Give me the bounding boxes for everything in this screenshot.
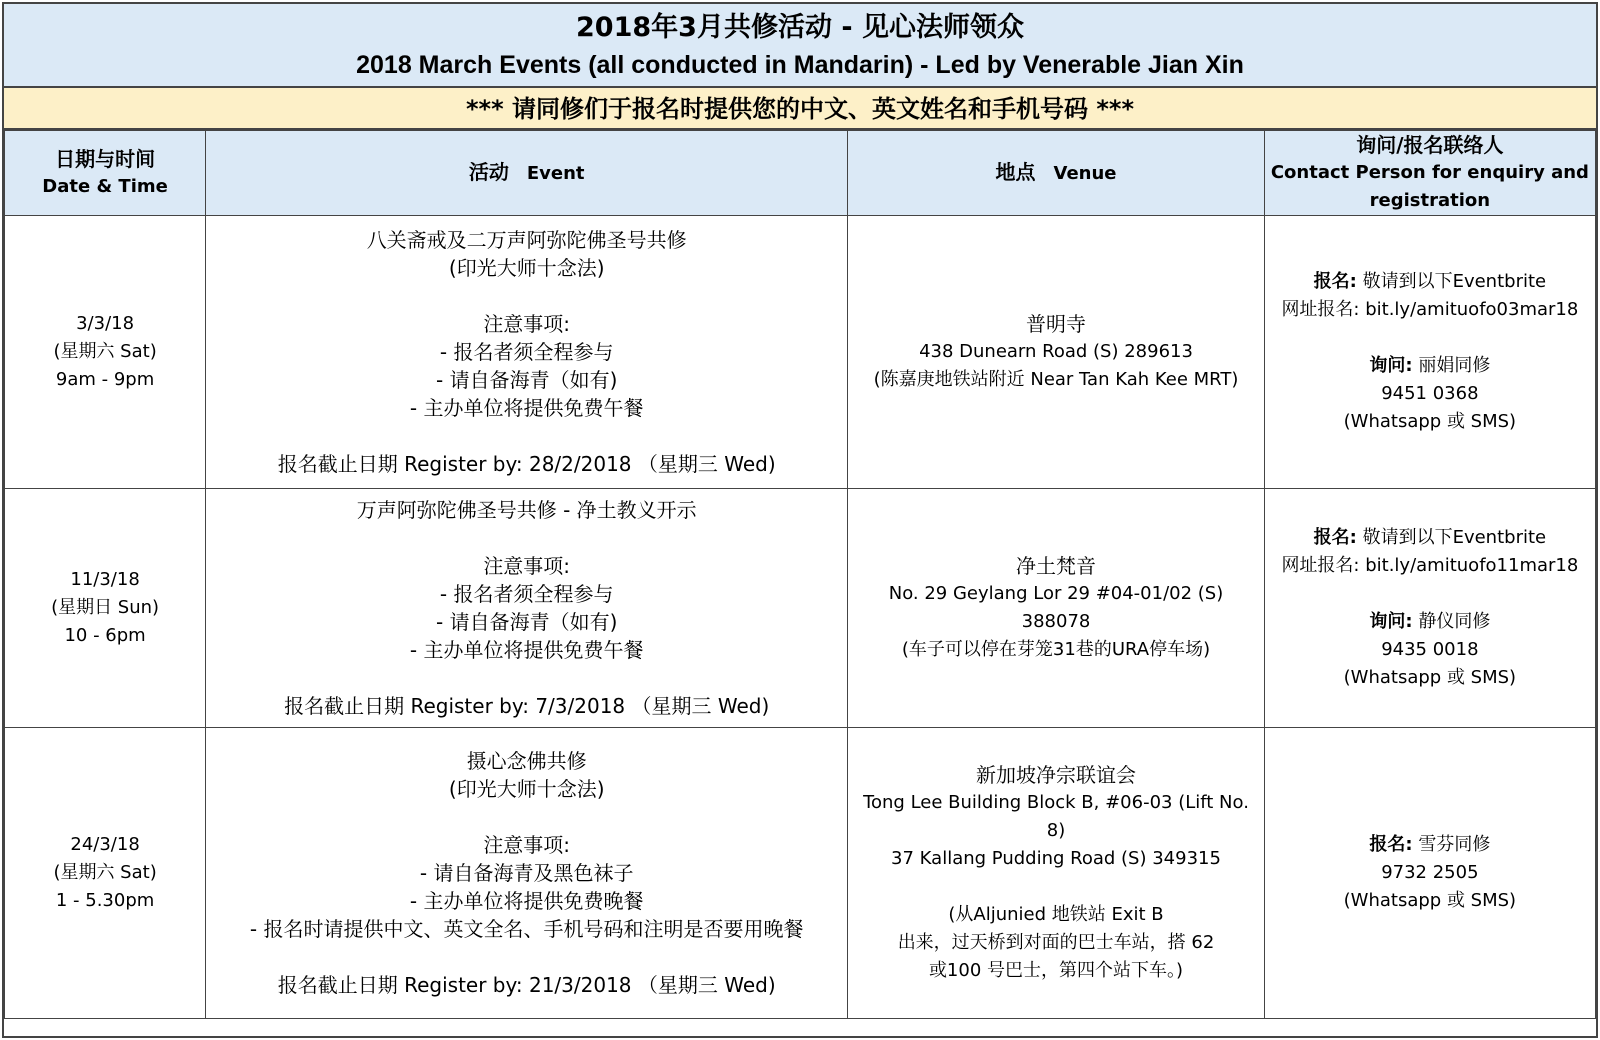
venue-name: 普明寺 [1026, 312, 1086, 336]
date-cell [5, 728, 206, 1019]
header-event-en: Event [526, 163, 585, 184]
event-schedule-sheet [2, 2, 1598, 1038]
event-cell [206, 216, 848, 489]
event-time: 10 - 6pm [64, 625, 146, 646]
event-title: 万声阿弥陀佛圣号共修 - 净土教义开示 [356, 498, 697, 522]
note-item: - 请自备海青（如有) [436, 610, 618, 634]
event-cell [206, 728, 848, 1019]
venue-note: (车子可以停在芽笼31巷的URA停车场) [901, 639, 1211, 660]
venue-name: 净土梵音 [1016, 554, 1096, 578]
venue-address: 37 Kallang Pudding Road (S) 349315 [891, 848, 1221, 869]
contact-phone: 9451 0368 [1381, 383, 1479, 404]
table-row [5, 216, 1596, 489]
register-deadline: 报名截止日期 Register by: 7/3/2018 （星期三 Wed) [284, 694, 770, 718]
register-deadline: 报名截止日期 Register by: 28/2/2018 （星期三 Wed) [277, 452, 776, 476]
event-time: 1 - 5.30pm [55, 890, 155, 911]
venue-cell [848, 216, 1265, 489]
header-venue-cn: 地点 [995, 160, 1036, 184]
register-instruction: 敬请到以下Eventbrite [1362, 271, 1547, 292]
table-row [5, 728, 1596, 1019]
contact-cell [1264, 489, 1595, 728]
notes-label: 注意事项: [483, 833, 571, 857]
header-event-cn: 活动 [468, 160, 509, 184]
venue-note: (陈嘉庚地铁站附近 Near Tan Kah Kee MRT) [873, 369, 1239, 390]
venue-name: 新加坡净宗联谊会 [976, 763, 1136, 787]
event-time: 9am - 9pm [55, 369, 155, 390]
header-date-cn: 日期与时间 [55, 147, 156, 171]
event-subtitle: (印光大师十念法) [448, 777, 605, 801]
register-label: 报名: [1313, 271, 1357, 292]
event-date: 11/3/18 [70, 569, 140, 590]
header-venue-en: Venue [1053, 163, 1117, 184]
venue-directions: (从Aljunied 地铁站 Exit B [948, 904, 1164, 925]
enquiry-label: 询问: [1369, 611, 1413, 632]
note-item: - 请自备海青（如有) [436, 368, 618, 392]
venue-directions: 出来，过天桥到对面的巴士车站，搭 62 [897, 932, 1215, 953]
venue-cell [848, 489, 1265, 728]
contact-phone: 9732 2505 [1381, 862, 1479, 883]
register-label: 报名: [1369, 834, 1413, 855]
note-item: - 主办单位将提供免费晚餐 [409, 889, 644, 913]
contact-phone: 9435 0018 [1381, 639, 1479, 660]
register-label: 报名: [1313, 527, 1357, 548]
notes-label: 注意事项: [483, 554, 571, 578]
header-date-en: Date & Time [42, 176, 168, 197]
register-url[interactable]: 网址报名: bit.ly/amituofo03mar18 [1281, 299, 1579, 320]
contact-via: (Whatsapp 或 SMS) [1343, 890, 1517, 911]
header-event [206, 131, 848, 216]
venue-directions: 或100 号巴士，第四个站下车。) [928, 960, 1184, 981]
header-contact [1264, 131, 1595, 216]
date-cell [5, 216, 206, 489]
date-cell [5, 489, 206, 728]
note-item: - 报名时请提供中文、英文全名、手机号码和注明是否要用晚餐 [249, 917, 804, 941]
event-cell [206, 489, 848, 728]
venue-cell [848, 728, 1265, 1019]
notes-label: 注意事项: [483, 312, 571, 336]
event-date: 24/3/18 [70, 834, 140, 855]
table-row [5, 489, 1596, 728]
registration-notice: *** 请同修们于报名时提供您的中文、英文姓名和手机号码 *** [4, 88, 1596, 130]
event-title: 摄心念佛共修 [466, 749, 587, 773]
venue-address: Tong Lee Building Block B, #06-03 (Lift No. 8) [863, 792, 1249, 841]
note-item: - 报名者须全程参与 [439, 582, 614, 606]
note-item: - 请自备海青及黑色袜子 [419, 861, 634, 885]
register-name: 雪芬同修 [1418, 834, 1491, 855]
header-date [5, 131, 206, 216]
register-deadline: 报名截止日期 Register by: 21/3/2018 （星期三 Wed) [277, 973, 776, 997]
venue-address: 438 Dunearn Road (S) 289613 [919, 341, 1193, 362]
register-url[interactable]: 网址报名: bit.ly/amituofo11mar18 [1281, 555, 1579, 576]
event-subtitle: (印光大师十念法) [448, 256, 605, 280]
event-day: (星期六 Sat) [53, 862, 157, 883]
note-item: - 主办单位将提供免费午餐 [409, 638, 644, 662]
contact-via: (Whatsapp 或 SMS) [1343, 411, 1517, 432]
contact-via: (Whatsapp 或 SMS) [1343, 667, 1517, 688]
contact-cell [1264, 728, 1595, 1019]
enquiry-name: 静仪同修 [1418, 611, 1491, 632]
title-english: 2018 March Events (all conducted in Mandarin) - Led by Venerable Jian Xin [356, 51, 1244, 79]
header-contact-en: Contact Person for enquiry and registration [1270, 162, 1589, 211]
table-header-row [5, 131, 1596, 216]
contact-cell [1264, 216, 1595, 489]
title-block [4, 4, 1596, 88]
event-day: (星期六 Sat) [53, 341, 157, 362]
title-chinese: 2018年3月共修活动 - 见心法师领众 [576, 12, 1024, 43]
note-item: - 报名者须全程参与 [439, 340, 614, 364]
venue-address: No. 29 Geylang Lor 29 #04-01/02 (S) 388078 [888, 583, 1224, 632]
note-item: - 主办单位将提供免费午餐 [409, 396, 644, 420]
header-venue [848, 131, 1265, 216]
enquiry-label: 询问: [1369, 355, 1413, 376]
enquiry-name: 丽娟同修 [1418, 355, 1491, 376]
event-date: 3/3/18 [76, 313, 135, 334]
events-table [4, 130, 1596, 1019]
event-day: (星期日 Sun) [51, 597, 160, 618]
event-title: 八关斋戒及二万声阿弥陀佛圣号共修 [366, 228, 687, 252]
header-contact-cn: 询问/报名联络人 [1356, 133, 1504, 157]
register-instruction: 敬请到以下Eventbrite [1362, 527, 1547, 548]
